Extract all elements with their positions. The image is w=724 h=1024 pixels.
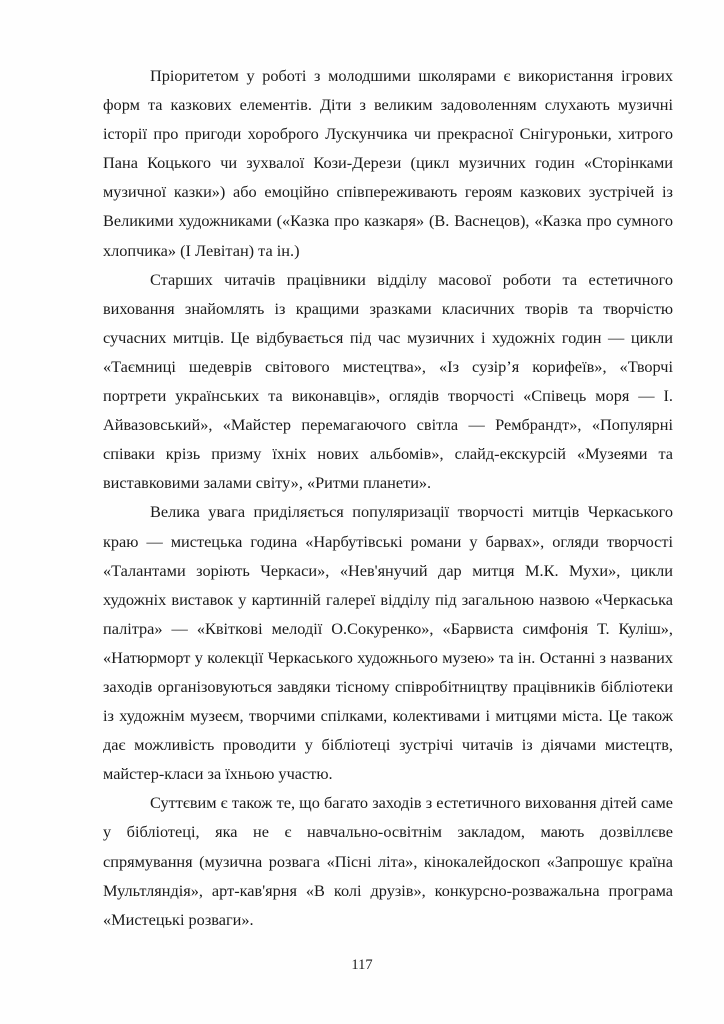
page-number: 117 <box>351 957 373 973</box>
paragraph-3: Велика увага приділяється популяризації творчості митців Черкаського краю — мистецька година «Нарбутівські романи у барвах», огляди творчості «Талантами зоріють Черкаси», «Нев'янучий дар митця М.К. Мухи», цикли художніх виставок у картинній галереї відділу під загальною назвою «Черкаська палітра» — «Квіткові мелодії О.Сокуренко», «Барвиста симфонія Т. Куліш», «Натюрморт у колекції Черкаського художнього музею» та ін. Останні з названих заходів організовуються завдяки тісному співробітництву працівників бібліотеки із художнім музеєм, творчими спілками, колективами і митцями міста. Це також дає можливість проводити у бібліотеці зустрічі читачів із діячами мистецтв, майстер-класи за їхньою участю. <box>103 502 673 784</box>
paragraph-1: Пріоритетом у роботі з молодшими школярами є використання ігрових форм та казкових елементів. Діти з великим задоволенням слухають музичні історії про пригоди хороброго Лускунчика чи прекрасної Снігуроньки, хитрого Пана Коцького чи зухвалої Кози-Дерези (цикл музичних годин «Сторінками музичної казки») або емоційно співпереживають героям казкових зустрічей із Великими художниками («Казка про казкаря» (В. Васнецов), «Казка про сумного хлопчика» (І Левітан) та ін.) <box>103 66 673 260</box>
body-text <box>103 61 673 934</box>
paragraph-4: Суттєвим є також те, що багато заходів з естетичного виховання дітей саме у бібліотеці, яка не є навчально-освітнім закладом, мають дозвіллєве спрямування (музична розвага «Пісні літа», кінокалейдоскоп «Запрошує країна Мультляндія», арт-кав'ярня «В колі друзів», конкурсно-розважальна програма «Мистецькі розваги». <box>103 793 673 929</box>
paragraph-2: Старших читачів працівники відділу масової роботи та естетичного виховання знайомлять із кращими зразками класичних творів та творчістю сучасних митців. Це відбувається під час музичних і художніх годин — цикли «Таємниці шедеврів світового мистецтва», «Із сузір’я корифеїв», «Творчі портрети українських та виконавців», оглядів творчості «Співець моря — І. Айвазовський», «Майстер перемагаючого світла — Рембрандт», «Популярні співаки крізь призму їхніх нових альбомів», слайд-екскурсій «Музеями та виставковими залами світу», «Ритми планети». <box>103 269 673 493</box>
